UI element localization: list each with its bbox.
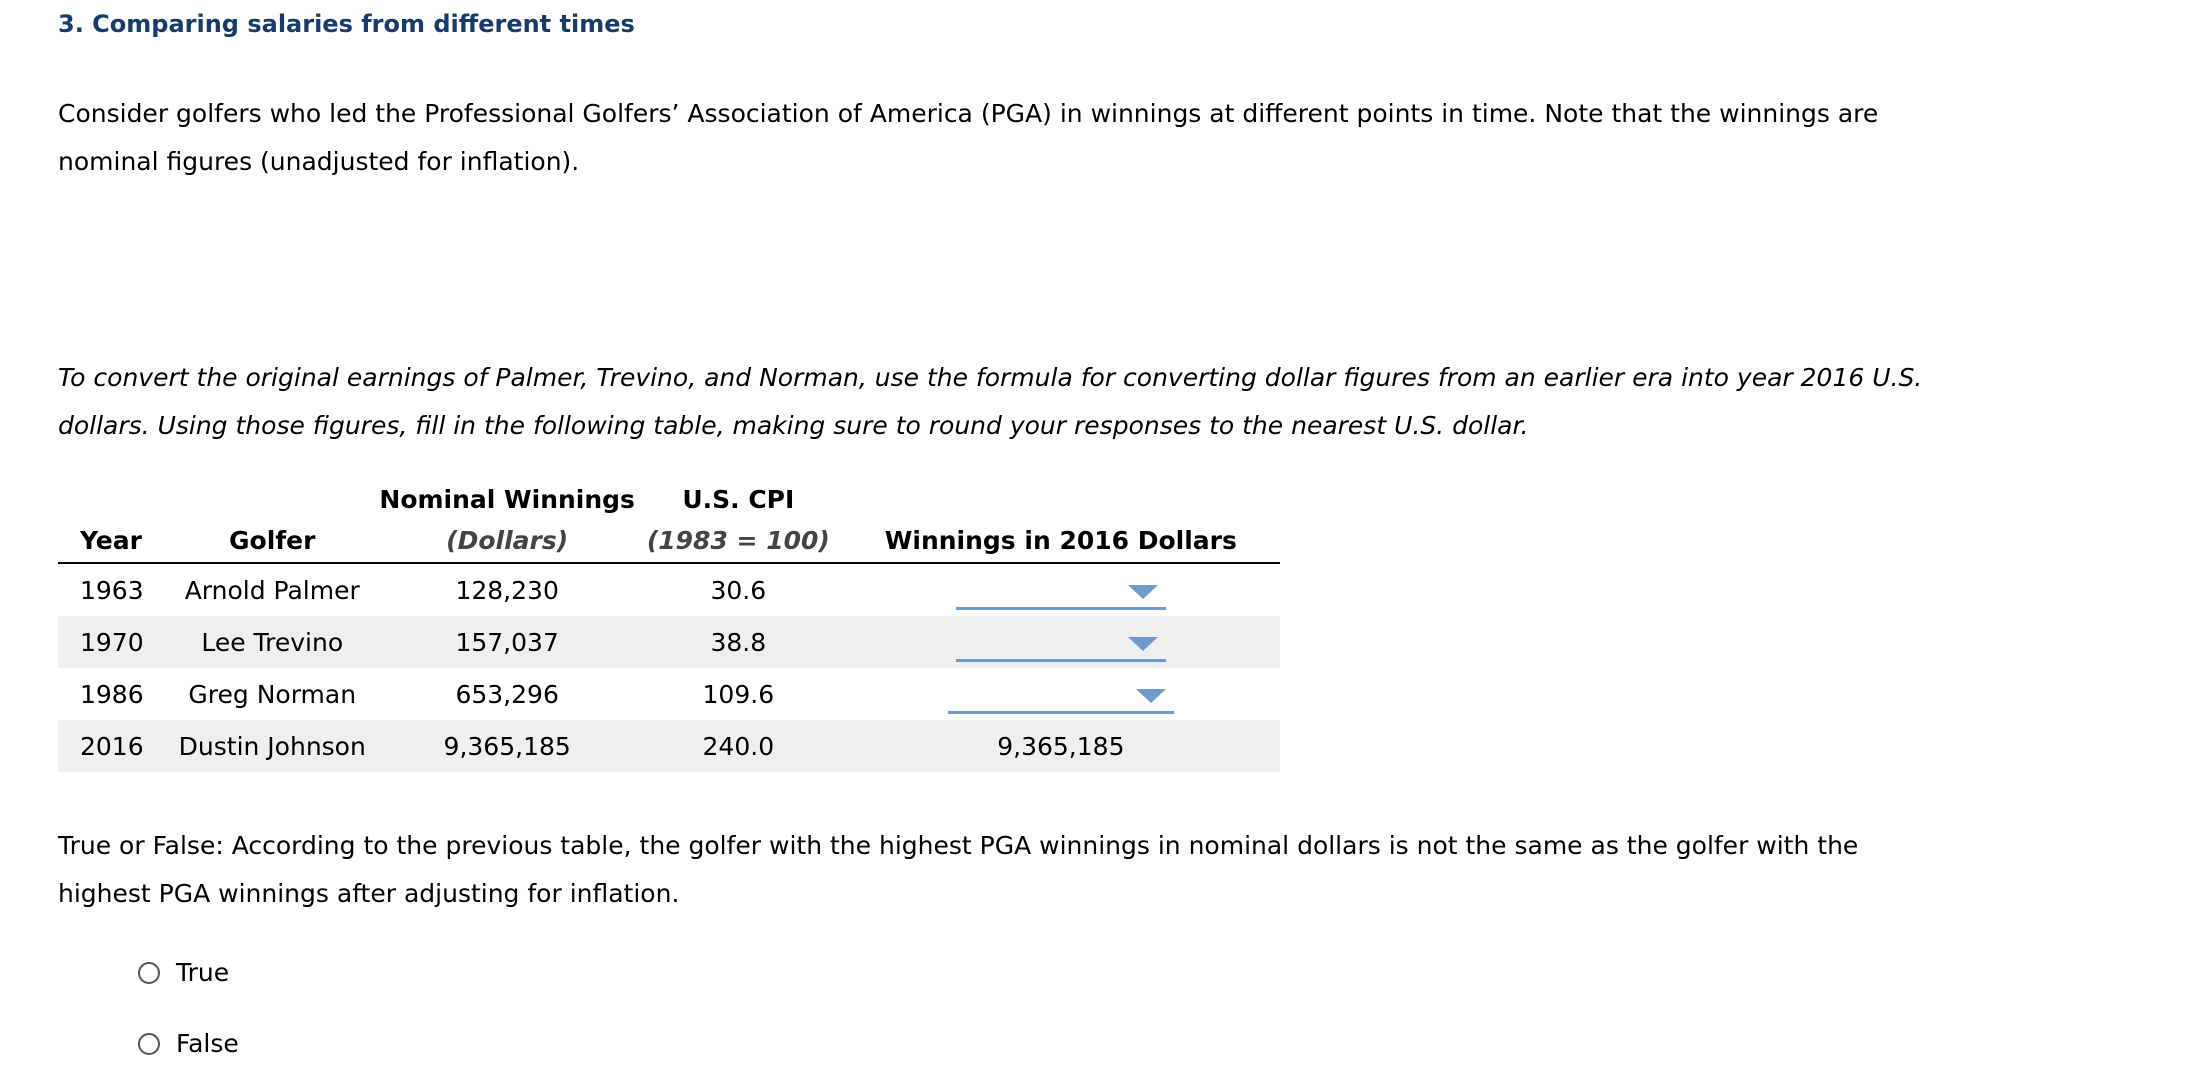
dropdown-arrow-icon [1128,637,1158,651]
true-false-question: True or False: According to the previous table, the golfer with the highest PGA winnings in nominal dollars is not the same as the golfer with the highest PGA winnings after adjusting for inflation. [58,831,1859,908]
option-false-label: False [176,1029,239,1058]
option-true-label: True [176,958,230,987]
row-golfer: Dustin Johnson [165,720,379,772]
table-row [58,563,1280,616]
table-row [58,720,1280,772]
row-year: 2016 [58,720,165,772]
trevino-2016-dollars-dropdown[interactable] [956,631,1166,662]
table-row [58,616,1280,668]
header-nominal-unit: (Dollars) [379,518,635,563]
header-nominal-winnings: Nominal Winnings [379,485,635,514]
table-row [58,668,1280,720]
winnings-table [58,470,1280,772]
header-winnings-2016: Winnings in 2016 Dollars [842,518,1280,563]
option-true[interactable] [138,958,229,987]
row-nominal: 653,296 [455,679,559,709]
header-year: Year [58,518,165,563]
row-cpi: 240.0 [635,720,842,772]
dropdown-arrow-icon [1128,585,1158,599]
row-year: 1986 [80,679,144,709]
palmer-2016-dollars-dropdown[interactable] [956,579,1166,610]
row-nominal: 9,365,185 [379,720,635,772]
option-false[interactable] [138,1029,239,1058]
radio-false[interactable] [138,1033,160,1055]
header-golfer: Golfer [165,518,379,563]
row-cpi: 38.8 [635,616,842,668]
page-title: 3. Comparing salaries from different times [58,10,635,38]
winnings-table-container [58,470,1280,772]
radio-true[interactable] [138,962,160,984]
intro-text: Consider golfers who led the Professional Golfers’ Association of America (PGA) in winnings at different points in time. Note that the winnings are nominal figures (unadjusted for inflation). [58,99,1879,176]
row-cpi: 109.6 [702,679,775,709]
row-golfer: Greg Norman [188,679,357,709]
row-cpi: 30.6 [710,575,767,605]
row-golfer: Lee Trevino [165,616,379,668]
row-nominal: 128,230 [455,575,559,605]
row-year: 1963 [80,575,144,605]
instructions-text: To convert the original earnings of Palmer, Trevino, and Norman, use the formula for converting dollar figures from an earlier era into year 2016 U.S. dollars. Using those figures, fill in the following table, making sure to round your responses to the nearest U.S. dollar. [58,363,1923,440]
row-golfer: Arnold Palmer [184,575,360,605]
row-year: 1970 [58,616,165,668]
header-us-cpi: U.S. CPI [682,485,795,514]
row-winnings-2016: 9,365,185 [842,720,1280,772]
norman-2016-dollars-dropdown[interactable] [948,683,1174,714]
dropdown-arrow-icon [1136,689,1166,703]
row-nominal: 157,037 [379,616,635,668]
header-cpi-base: (1983 = 100) [635,518,842,563]
